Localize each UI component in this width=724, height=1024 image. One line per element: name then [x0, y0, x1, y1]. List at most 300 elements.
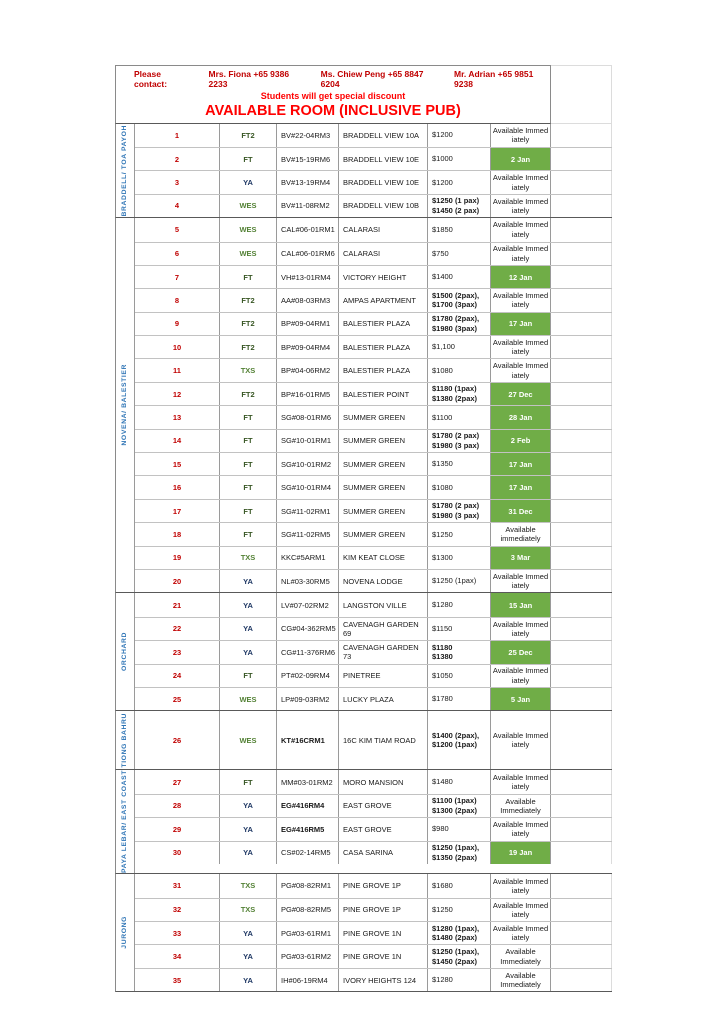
empty-cell [551, 453, 612, 475]
agent-code: YA [220, 922, 277, 944]
table-row [135, 522, 612, 545]
row-number: 34 [135, 945, 220, 967]
price [428, 688, 491, 710]
price [428, 641, 491, 663]
agent-code: WES [220, 195, 277, 217]
unit-code: PG#03-61RM2 [277, 945, 339, 967]
property-name: NOVENA LODGE [339, 570, 428, 592]
availability-text [491, 359, 550, 381]
availability [491, 171, 551, 193]
price-line: $1100 [432, 412, 453, 422]
availability-line: iately [511, 229, 530, 239]
price-line: $1680 [432, 881, 453, 891]
row-number: 12 [135, 383, 220, 405]
availability [491, 818, 551, 840]
row-number: 24 [135, 665, 220, 687]
table-row [135, 170, 612, 193]
price-line: $1250 (1 pax) [432, 196, 480, 206]
empty-cell [551, 874, 612, 897]
price [428, 899, 491, 921]
price-line: $1180 (1pax) [432, 384, 477, 394]
contact-fiona: Mrs. Fiona +65 9386 2233 [208, 69, 290, 90]
row-number: 1 [135, 124, 220, 147]
price-line: $1080 [432, 482, 453, 492]
availability-line: iately [511, 628, 530, 638]
unit-code: PT#02-09RM4 [277, 665, 339, 687]
region-rows [135, 874, 612, 991]
price [428, 523, 491, 545]
empty-cell [551, 641, 612, 663]
unit-code: SG#08-01RM6 [277, 406, 339, 428]
region-label: NOVENA/ BALESTIER [120, 364, 128, 447]
unit-code: KT#16CRM1 [277, 711, 339, 769]
price [428, 266, 491, 288]
availability [491, 795, 551, 817]
price [428, 453, 491, 475]
price [428, 359, 491, 381]
empty-cell [551, 359, 612, 381]
property-name: CAVENAGH GARDEN 69 [339, 618, 428, 640]
price [428, 795, 491, 817]
table-row [135, 874, 612, 897]
availability-text [491, 945, 550, 967]
availability-date-badge: 15 Jan [491, 593, 550, 616]
agent-code: WES [220, 688, 277, 710]
empty-cell [551, 593, 612, 616]
table-row [135, 242, 612, 265]
availability-line: Immediately [500, 805, 541, 815]
unit-code: PG#08-82RM1 [277, 874, 339, 897]
empty-cell [551, 945, 612, 967]
price-line: $1480 (2pax) [432, 933, 478, 943]
property-name: BRADDELL VIEW 10E [339, 148, 428, 170]
availability-line: Available Immed [492, 571, 549, 581]
row-number: 17 [135, 500, 220, 522]
region-label: ORCHARD [120, 632, 128, 672]
availability [491, 688, 551, 710]
empty-cell [551, 218, 612, 241]
empty-cell [551, 383, 612, 405]
empty-cell [551, 899, 612, 921]
price [428, 665, 491, 687]
availability-line: Immediately [500, 956, 541, 966]
empty-cell [551, 243, 612, 265]
availability-text [491, 922, 550, 944]
row-number: 14 [135, 430, 220, 452]
availability-text [491, 969, 550, 991]
unit-code: BV#11-08RM2 [277, 195, 339, 217]
empty-cell [551, 266, 612, 288]
table-row [135, 288, 612, 311]
price [428, 500, 491, 522]
empty-cell [551, 842, 612, 864]
price-line: $1350 (2pax) [432, 852, 478, 862]
unit-code: BP#16-01RM5 [277, 383, 339, 405]
property-name: IVORY HEIGHTS 124 [339, 969, 428, 991]
availability [491, 899, 551, 921]
availability-line: Available [505, 525, 536, 535]
availability [491, 945, 551, 967]
row-number: 13 [135, 406, 220, 428]
price [428, 818, 491, 840]
agent-code: FT [220, 523, 277, 545]
row-number: 20 [135, 570, 220, 592]
availability-date-badge: 17 Jan [491, 313, 550, 335]
property-name: BALESTIER PLAZA [339, 313, 428, 335]
property-name: PINE GROVE 1N [339, 922, 428, 944]
unit-code: BP#04-06RM2 [277, 359, 339, 381]
agent-code: YA [220, 795, 277, 817]
empty-cell [551, 289, 612, 311]
availability-line: iately [511, 933, 530, 943]
unit-code: NL#03-30RM5 [277, 570, 339, 592]
price-line: $1780 (2pax), [432, 314, 480, 324]
empty-cell [551, 124, 612, 147]
discount-subtitle: Students will get special discount [260, 91, 406, 102]
row-number: 28 [135, 795, 220, 817]
availability-line: Available [505, 947, 536, 957]
unit-code: VH#13-01RM4 [277, 266, 339, 288]
table-row [135, 335, 612, 358]
available-room-table [115, 65, 612, 992]
availability-line: immediately [500, 534, 541, 544]
price-line: $1200 (1pax) [432, 740, 478, 750]
property-name: PINE GROVE 1P [339, 874, 428, 897]
region-cell [116, 593, 135, 710]
empty-cell [551, 523, 612, 545]
table-row [135, 499, 612, 522]
price [428, 547, 491, 569]
price-line: $1050 [432, 670, 453, 680]
property-name: EAST GROVE [339, 795, 428, 817]
price [428, 711, 491, 769]
availability-line: iately [511, 675, 530, 685]
availability-text [491, 874, 550, 897]
availability-line: Available Immed [492, 923, 549, 933]
agent-code: FT [220, 406, 277, 428]
table-row [135, 452, 612, 475]
availability-line: Immediately [500, 980, 541, 990]
price-line: $1350 [432, 459, 453, 469]
availability [491, 243, 551, 265]
property-name: VICTORY HEIGHT [339, 266, 428, 288]
price-line: $1450 (2 pax) [432, 205, 480, 215]
region-label: BRADDELL/ TOA PAYOH [120, 124, 128, 217]
unit-code: BV#15-19RM6 [277, 148, 339, 170]
row-number: 30 [135, 842, 220, 864]
price-line: $1280 (1pax), [432, 923, 480, 933]
availability-date-badge: 17 Jan [491, 476, 550, 498]
empty-cell [551, 711, 612, 769]
region-rows [135, 711, 612, 769]
table-row [135, 617, 612, 640]
unit-code: BP#09-04RM1 [277, 313, 339, 335]
availability-line: iately [511, 253, 530, 263]
availability-line: Available Immed [492, 819, 549, 829]
availability-line: Available Immed [492, 244, 549, 254]
empty-cell [551, 618, 612, 640]
availability-line: iately [511, 347, 530, 357]
empty-cell [551, 336, 612, 358]
unit-code: SG#10-01RM2 [277, 453, 339, 475]
empty-cell [551, 770, 612, 793]
availability-date-badge: 19 Jan [491, 842, 550, 864]
price-line: $1250 (1pax) [432, 576, 477, 586]
availability-line: Available Immed [492, 220, 549, 230]
unit-code: PG#08-82RM5 [277, 899, 339, 921]
empty-cell [551, 922, 612, 944]
price [428, 289, 491, 311]
availability-text [491, 218, 550, 241]
availability-text [491, 195, 550, 217]
property-name: BALESTIER PLAZA [339, 359, 428, 381]
unit-code: CAL#06-01RM1 [277, 218, 339, 241]
price [428, 218, 491, 241]
price-line: $1280 [432, 600, 453, 610]
unit-code: CAL#06-01RM6 [277, 243, 339, 265]
availability-line: Available Immed [492, 900, 549, 910]
empty-cell [551, 476, 612, 498]
empty-cell [551, 195, 612, 217]
price-line: $1400 [432, 272, 453, 282]
row-number: 27 [135, 770, 220, 793]
unit-code: BV#13-19RM4 [277, 171, 339, 193]
unit-code: CS#02-14RM5 [277, 842, 339, 864]
price-line: $1400 (2pax), [432, 730, 480, 740]
price-line: $1200 [432, 130, 453, 140]
availability [491, 842, 551, 864]
property-name: BRADDELL VIEW 10A [339, 124, 428, 147]
empty-cell [551, 665, 612, 687]
availability-line: iately [511, 205, 530, 215]
availability-date-badge: 5 Jan [491, 688, 550, 710]
table-row [135, 640, 612, 663]
availability [491, 218, 551, 241]
availability [491, 359, 551, 381]
table-row [135, 546, 612, 569]
price-line: $1380 [432, 652, 453, 662]
price [428, 313, 491, 335]
row-number: 3 [135, 171, 220, 193]
availability-line: iately [511, 581, 530, 591]
availability [491, 430, 551, 452]
region-group [115, 711, 612, 770]
availability-line: iately [511, 300, 530, 310]
price-line: $1300 (2pax) [432, 805, 478, 815]
price-line: $1200 [432, 177, 453, 187]
row-number: 9 [135, 313, 220, 335]
row-number: 2 [135, 148, 220, 170]
price [428, 593, 491, 616]
price [428, 171, 491, 193]
availability-text [491, 795, 550, 817]
price [428, 969, 491, 991]
agent-code: FT2 [220, 336, 277, 358]
property-name: LUCKY PLAZA [339, 688, 428, 710]
availability-line: Available Immed [492, 876, 549, 886]
agent-code: FT2 [220, 124, 277, 147]
unit-code: SG#10-01RM4 [277, 476, 339, 498]
row-number: 7 [135, 266, 220, 288]
availability-date-badge: 2 Jan [491, 148, 550, 170]
agent-code: TXS [220, 359, 277, 381]
availability-line: Available Immed [492, 125, 549, 135]
property-name: BALESTIER PLAZA [339, 336, 428, 358]
row-number: 33 [135, 922, 220, 944]
availability-line: Available Immed [492, 337, 549, 347]
row-number: 10 [135, 336, 220, 358]
table-body [115, 124, 612, 993]
price-line: $1180 [432, 642, 453, 652]
price [428, 336, 491, 358]
availability-date-badge: 25 Dec [491, 641, 550, 663]
agent-code: FT [220, 500, 277, 522]
availability [491, 523, 551, 545]
price-line: $1450 (2pax) [432, 956, 478, 966]
availability-text [491, 570, 550, 592]
property-name: SUMMER GREEN [339, 476, 428, 498]
price-line: $1480 [432, 777, 453, 787]
table-row [135, 194, 612, 217]
region-rows [135, 218, 612, 592]
price-line: $980 [432, 824, 449, 834]
availability-date-badge: 27 Dec [491, 383, 550, 405]
region-group [115, 874, 612, 992]
availability [491, 453, 551, 475]
unit-code: EG#416RM4 [277, 795, 339, 817]
availability [491, 406, 551, 428]
availability-line: iately [511, 740, 530, 750]
row-number: 22 [135, 618, 220, 640]
row-number: 4 [135, 195, 220, 217]
region-rows [135, 593, 612, 710]
row-number: 6 [135, 243, 220, 265]
availability-line: Available Immed [492, 666, 549, 676]
price [428, 922, 491, 944]
availability [491, 969, 551, 991]
unit-code: IH#06-19RM4 [277, 969, 339, 991]
availability-text [491, 818, 550, 840]
property-name: SUMMER GREEN [339, 500, 428, 522]
price [428, 430, 491, 452]
availability-line: Available Immed [492, 361, 549, 371]
agent-code: YA [220, 570, 277, 592]
availability [491, 336, 551, 358]
empty-header-cell [551, 65, 612, 124]
availability [491, 313, 551, 335]
table-row [135, 817, 612, 840]
unit-code: SG#11-02RM1 [277, 500, 339, 522]
row-number: 19 [135, 547, 220, 569]
region-group [115, 124, 612, 219]
price-line: $1850 [432, 224, 453, 234]
unit-code: BP#09-04RM4 [277, 336, 339, 358]
property-name: BRADDELL VIEW 10E [339, 171, 428, 193]
price-line: $1300 [432, 552, 453, 562]
row-number: 21 [135, 593, 220, 616]
unit-code: SG#10-01RM1 [277, 430, 339, 452]
table-row [135, 265, 612, 288]
availability-date-badge: 28 Jan [491, 406, 550, 428]
property-name: SUMMER GREEN [339, 430, 428, 452]
contact-label: Please contact: [134, 69, 168, 90]
availability-text [491, 665, 550, 687]
region-rows [135, 124, 612, 218]
availability-line: Available [505, 796, 536, 806]
region-group [115, 593, 612, 711]
table-row [135, 124, 612, 147]
price [428, 148, 491, 170]
availability [491, 383, 551, 405]
property-name: CASA SARINA [339, 842, 428, 864]
table-row [135, 944, 612, 967]
row-number: 26 [135, 711, 220, 769]
table-row [135, 794, 612, 817]
empty-cell [551, 547, 612, 569]
unit-code: CG#11-376RM6 [277, 641, 339, 663]
table-row [135, 312, 612, 335]
row-number: 23 [135, 641, 220, 663]
price [428, 406, 491, 428]
availability-text [491, 171, 550, 193]
agent-code: WES [220, 243, 277, 265]
table-row [135, 429, 612, 452]
availability-text [491, 899, 550, 921]
availability-text [491, 618, 550, 640]
property-name: MORO MANSION [339, 770, 428, 793]
availability [491, 148, 551, 170]
agent-code: YA [220, 945, 277, 967]
region-cell [116, 770, 135, 873]
region-cell [116, 874, 135, 991]
region-label: TIONG BAHRU [120, 713, 128, 768]
row-number: 29 [135, 818, 220, 840]
price-line: $1500 (2pax), [432, 290, 480, 300]
table-row [135, 921, 612, 944]
availability-line: iately [511, 782, 530, 792]
agent-code: YA [220, 593, 277, 616]
property-name: LANGSTON VILLE [339, 593, 428, 616]
price-line: $1980 (3 pax) [432, 511, 480, 520]
empty-cell [551, 171, 612, 193]
agent-code: FT2 [220, 313, 277, 335]
availability [491, 570, 551, 592]
availability [491, 124, 551, 147]
property-name: 16C KIM TIAM ROAD [339, 711, 428, 769]
availability [491, 618, 551, 640]
empty-cell [551, 148, 612, 170]
availability-text [491, 289, 550, 311]
agent-code: YA [220, 842, 277, 864]
row-number: 8 [135, 289, 220, 311]
property-name: SUMMER GREEN [339, 453, 428, 475]
page-title: AVAILABLE ROOM (INCLUSIVE PUB) [205, 103, 461, 120]
availability-line: iately [511, 885, 530, 895]
row-number: 25 [135, 688, 220, 710]
table-row [135, 405, 612, 428]
price-line: $1250 [432, 905, 453, 914]
price-line: $1250 (1pax), [432, 946, 480, 956]
region-cell [116, 711, 135, 769]
availability-line: Available Immed [492, 619, 549, 629]
unit-code: EG#416RM5 [277, 818, 339, 840]
availability [491, 593, 551, 616]
agent-code: FT [220, 430, 277, 452]
price-line: $1380 (2pax) [432, 394, 478, 404]
table-row [135, 593, 612, 616]
table-row [135, 358, 612, 381]
availability [491, 665, 551, 687]
